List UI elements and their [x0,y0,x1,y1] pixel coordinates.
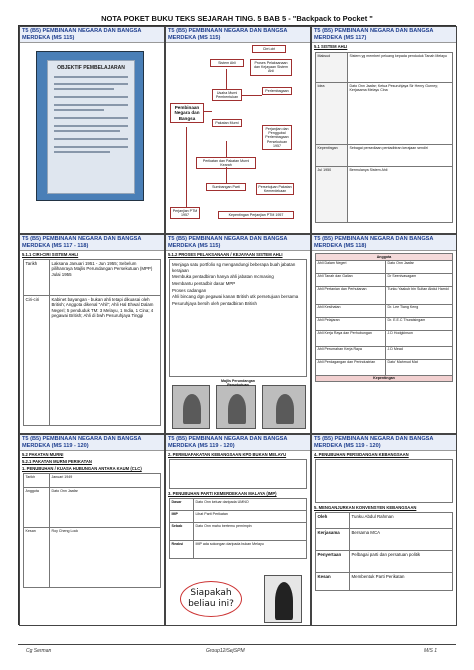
cell-header: T5 (B5) PEMBINAAN NEGARA DAN BANGSA MERDEKA (MS 115) [166,235,310,251]
cell-header: T5 (B5) PEMBINAAN NEGARA DAN BANGSA MERDEKA (MS 119 - 120) [312,435,456,451]
cell-3 [311,26,457,234]
section-heading: 5. MENGANJURKAN KONVENSYEN KEBANGSAAN [314,505,417,511]
cell-header: T5 (B5) PEMBINAAN NEGARA DAN BANGSA MERDEKA (MS 118) [312,235,456,251]
mindmap-node: Cirri-ciri [252,45,286,53]
cell-7 [19,434,165,626]
portrait-photo [172,385,210,429]
portrait-photo [216,385,256,429]
section-heading: 5.1.1 CIRI-CIRI SISTEM AHLI [22,252,79,258]
textbook-image [36,51,144,201]
mindmap-node: Pakatan Murni [212,119,242,127]
process-box: Menjaga satu portfolio sg mengandungi beberapa buah jabatan kerajaan Membuka pentadbiran hanya ahli jabatan mcmasing Membantu pentadbir dasar MPP Proses cadangan Ahli bincang dgn pegawai kanan British utk persetujuan bersama Pesuruhjaya bersih oleh pentadbiran British [169,259,307,377]
page-title: NOTA POKET BUKU TEKS SEJARAH TING. 5 BAB 5 - "Backpack to Pocket " [101,14,373,23]
clc-table: Tarikh Januari 1949 Anggota Dato Onn Jaafar Kesan Roy Cheng Lock [23,473,161,588]
photo-caption: Majlis Perundangan Persekutuan [221,379,255,388]
footer-divider [18,644,456,645]
mindmap-node: Perjanjian dan Penggubal Perlembagaan Persekutuan 1957 [262,125,292,150]
cell-header: T5 (B5) PEMBINAAN NEGARA DAN BANGSA MERDEKA (MS 115) [166,27,310,43]
cell-header: T5 (B5) PEMBINAAN NEGARA DAN BANGSA MERDEKA (MS 119 - 120) [20,435,164,451]
cell-8 [165,434,311,626]
footer-author: Cg Serman [26,648,52,654]
notes-grid [18,25,456,625]
mindmap-node: Sumbangan Parti [206,183,246,191]
cell-2 [165,26,311,234]
connector [242,95,262,96]
connector [204,111,212,112]
ciri-table: Tarikh Laksana Januari 1951 - Jun 1955; Sebelum pilihanraya Majlis Perundangan Persekutuan (MPP) Julai 1955 Ciri-ciri Kabinet bayangan - bukan ahli tetapi dikuasai oleh British; Anggota dikenal "Ahli"; Ahli Hal Ehwal Dalam Negeri; 5 penduduk TM: 3 Melayu, 1 India, 1 Cina; 4 pegawai British; Ahli di bwh Pesuruhjaya Tinggi [23,259,161,426]
mindmap-node: Perlembagaan [262,87,292,95]
mindmap-node: Perikatan dan Pakatan Murni Kearah [196,157,256,169]
connector [226,141,227,157]
section-heading: 1. PENUBUHAN / KUASA HUBUNGAN ANTARA KAUM (CLC) [22,466,142,472]
textbook-title: OBJEKTIF PEMBELAJARAN [57,65,125,71]
section-heading: 5.1 SISTEM AHLI [314,44,348,50]
mindmap-node: Proses Pelaksanaan dan Kejayaan Sistem Ahli [250,59,292,76]
footer-group: Group12iSejSPM [206,648,245,654]
mindmap-center-node: Pembinaan Negara dan Bangsa [170,103,204,123]
konvensyen-table: Oleh Tunku Abdul Rahman Kerjasama Bersama MCA Penyertaan Pelbagai parti dan persatuan politik Kesan Membentuk Parti Perikatan [315,512,453,591]
section-heading: 5.2.1 PAKATAN MURNI PERIKATAN [22,459,92,465]
mindmap-node: Sistem Ahli [210,59,244,67]
cell-header: T5 (B5) PEMBINAAN NEGARA DAN BANGSA MERDEKA (MS 119 - 120) [166,435,310,451]
connector [186,127,187,207]
mindmap-node: Usaha Murni Pembentukan [212,89,242,101]
mindmap-node: Kepentingan Perjanjian PTM 1957 [218,211,294,219]
section-heading: 4. PENUBUHAN PERSIDANGAN KEBANGSAAN [314,452,409,458]
section-heading: 3. PENUBUHAN PARTI KEMERDEKAAN MALAYA (IMP) [168,491,277,497]
cell-9 [311,434,457,626]
cell-4 [19,234,165,434]
section-heading: 2. PERMUAFAKATAN KEBANGSAAN KPD BUKAN MELAYU [168,452,287,458]
question-bubble: Siapakah beliau ini? [180,581,242,617]
portrait-photo [262,385,306,429]
mindmap-node: Perjanjian PTM 1957 [170,207,200,219]
cell-1 [19,26,165,234]
section-heading: 5.1.2 PROSES PELAKSANAAN / KEJAYAAN SISTEM AHLI [168,252,283,258]
portrait-photo [264,575,302,623]
mindmap-node: Persetujuan Pakatan Kemerdekaan [256,183,294,195]
cell-header: T5 (B5) PEMBINAAN NEGARA DAN BANGSA MERDEKA (MS 117 - 118) [20,235,164,251]
section-heading: 5.2 PAKATAN MURNI [22,452,64,458]
cell-header: T5 (B5) PEMBINAAN NEGARA DAN BANGSA MERDEKA (MS 117) [312,27,456,43]
connector [226,69,227,89]
imp-table: Dasar Dato Onn keluar daripada UMNO IMP Lihat Parti Perikatan Sebab Dato Onn mahu bertemu pemimpin Reaksi IMP ada sokongan daripada bukan Melayu [169,498,307,559]
sistem-ahli-table: Maksud Sistem yg memberi peluang kepada penduduk Tanah Melayu Idea Dato Onn Jaafar; Ketua Pesuruhjaya Sir Henry Gurney; Kerjasama Melayu Cina Kepentingan Sebagai persediaan pentadbiran kerajaan sendiri Jul 1950 Bermulanya Sistem Ahli [315,52,453,223]
anggota-table: Anggota Ahli Dalam Negeri Dato Onn Jaafar Ahli Tanah dan Galian Dr Seenivasagam Ahli Pertanian dan Perhutanan Tunku Yaakub bin Sultan Abdul Hamid Ahli Kesihatan Dr. Lee Tiang Keng Ahli Pelajaran Dr. E.E.C Thuraisingam Ahli Kerja Raya dan Perhubungan J.D Hodgkinson Ahli Perumahan Kerja Raya J.D Mead Ahli Perdagangan dan Perindustrian Dato' Mahmud Mat Kepentingan [315,253,453,382]
footer-page: M/S 1 [424,648,438,654]
cell-6 [311,234,457,434]
cell-5 [165,234,311,434]
connector [226,167,227,183]
cell-header: T5 (B5) PEMBINAAN NEGARA DAN BANGSA MERDEKA (MS 115) [20,27,164,43]
textbook-page [47,60,135,194]
